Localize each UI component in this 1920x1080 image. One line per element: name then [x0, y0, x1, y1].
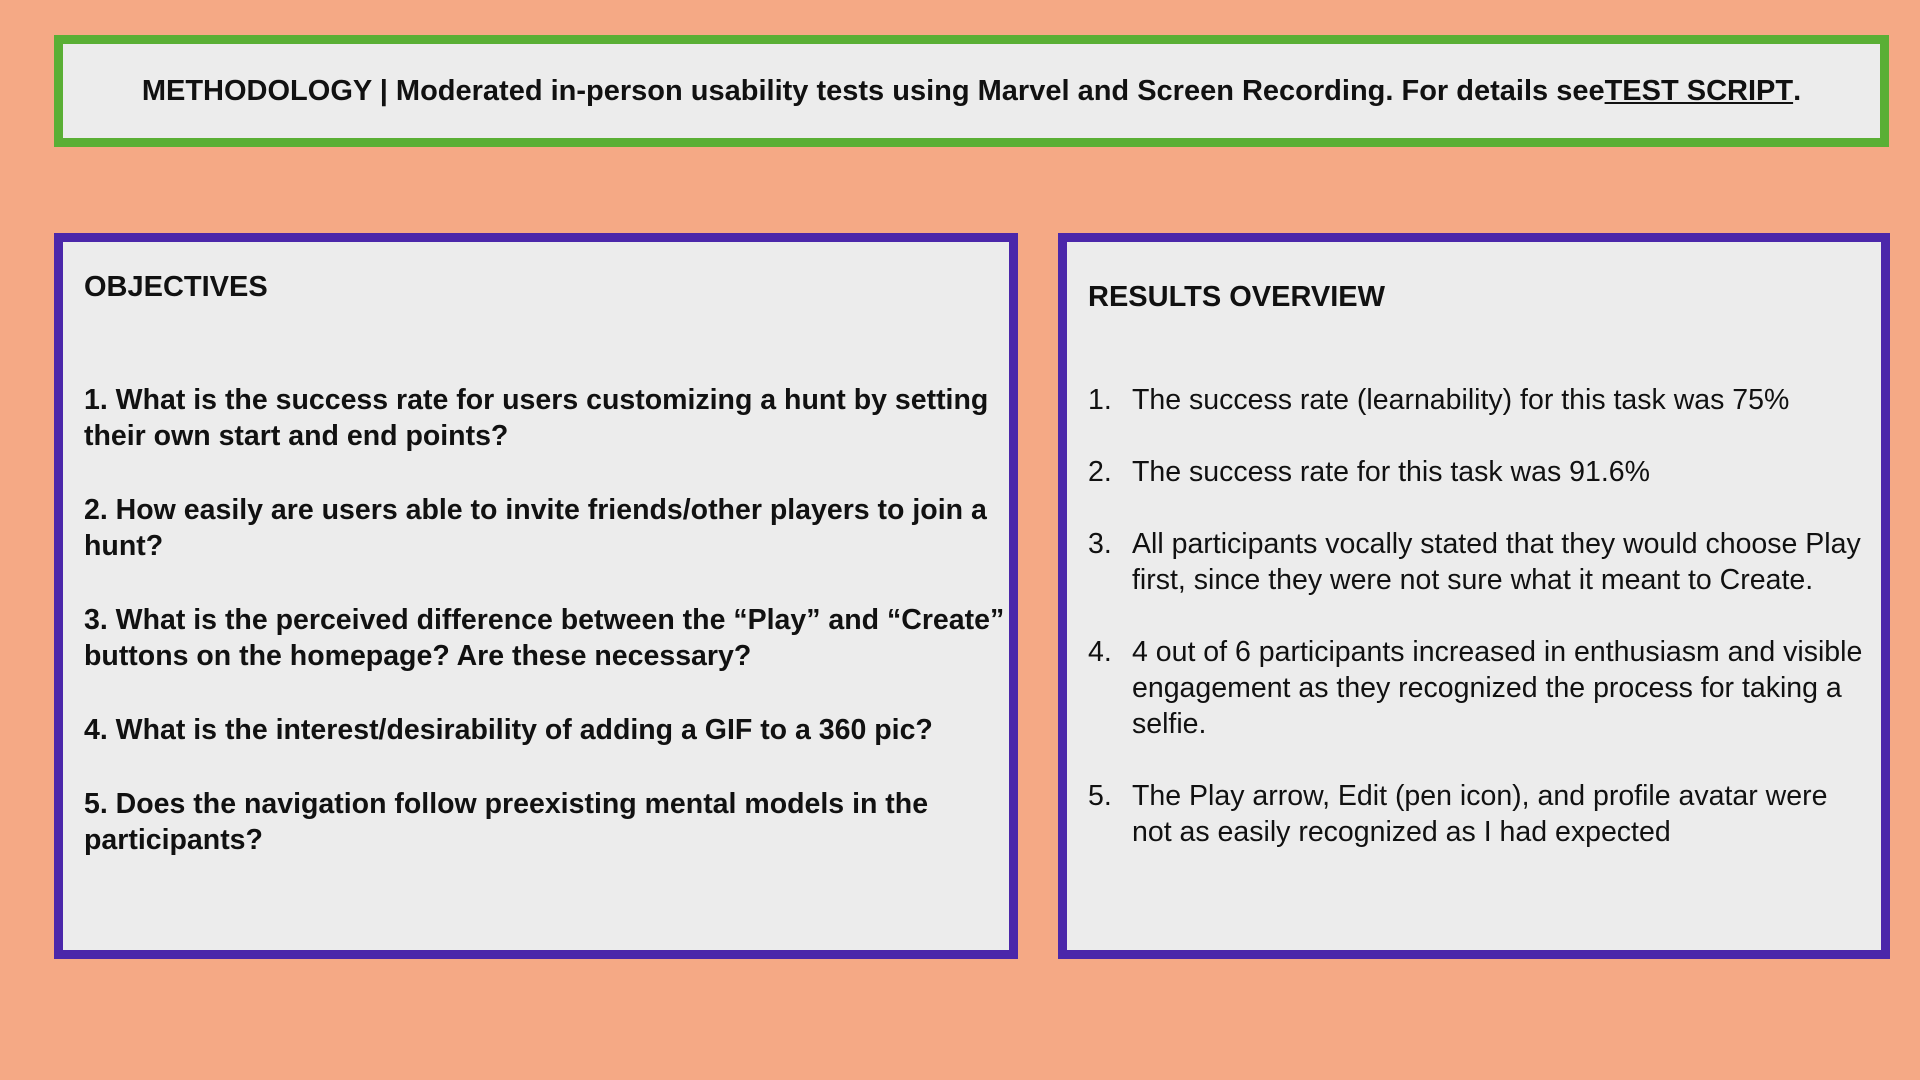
results-title: RESULTS OVERVIEW	[1088, 281, 1386, 313]
result-number: 4.	[1088, 636, 1112, 668]
methodology-suffix: .	[1793, 74, 1802, 107]
objectives-list	[84, 382, 1014, 896]
objectives-panel	[54, 233, 1018, 959]
result-item-2	[1088, 454, 1868, 490]
result-text: The Play arrow, Edit (pen icon), and profile avatar were not as easily recognized as I had expected	[1132, 780, 1828, 848]
methodology-banner	[54, 35, 1889, 147]
result-text: All participants vocally stated that they would choose Play first, since they were not sure what it meant to Create.	[1132, 528, 1861, 596]
result-text: The success rate for this task was 91.6%	[1132, 456, 1650, 488]
result-number: 1.	[1088, 384, 1112, 416]
objective-item-2: 2. How easily are users able to invite friends/other players to join a hunt?	[84, 494, 987, 562]
result-item-5	[1088, 778, 1868, 850]
result-text: The success rate (learnability) for this task was 75%	[1132, 384, 1790, 416]
result-number: 5.	[1088, 780, 1112, 812]
objective-item-1: 1. What is the success rate for users customizing a hunt by setting their own start and end points?	[84, 384, 989, 452]
methodology-text: METHODOLOGY | Moderated in-person usability tests using Marvel and Screen Recording. For details see	[141, 74, 1605, 107]
result-item-1	[1088, 382, 1868, 418]
results-list	[1088, 382, 1868, 886]
objective-item-4: 4. What is the interest/desirability of adding a GIF to a 360 pic?	[84, 714, 933, 746]
objectives-title: OBJECTIVES	[84, 271, 268, 303]
result-number: 2.	[1088, 456, 1112, 488]
objective-item-5: 5. Does the navigation follow preexisting mental models in the participants?	[84, 788, 929, 856]
objective-item-3: 3. What is the perceived difference between the “Play” and “Create” buttons on the homepage? Are these necessary?	[84, 604, 1005, 672]
result-number: 3.	[1088, 528, 1112, 560]
results-panel	[1058, 233, 1890, 959]
result-text: 4 out of 6 participants increased in enthusiasm and visible engagement as they recognized the process for taking a selfie.	[1132, 636, 1863, 740]
result-item-3	[1088, 526, 1868, 598]
test-script-link[interactable]: TEST SCRIPT	[1604, 74, 1794, 107]
result-item-4	[1088, 634, 1868, 742]
